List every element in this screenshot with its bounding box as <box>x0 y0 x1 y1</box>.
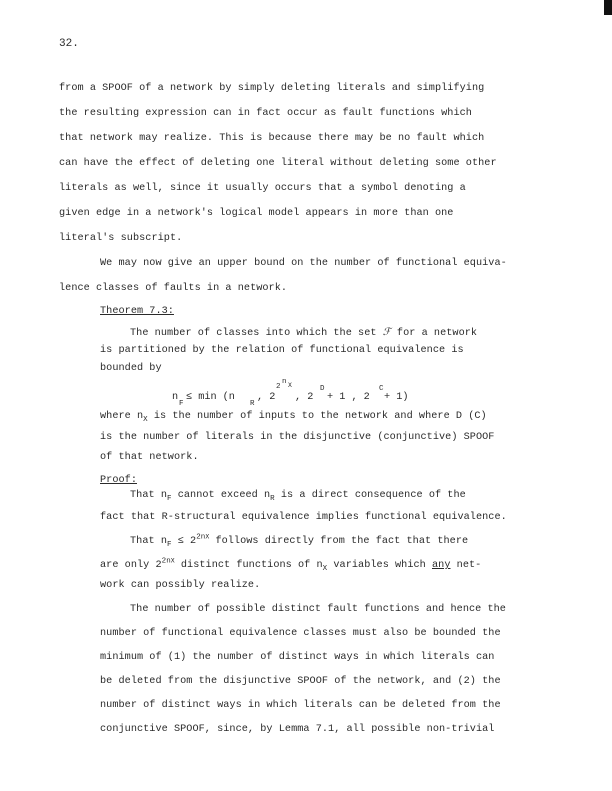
proof-line: are only $2^{2nX}$ distinct functions of $n_X$ variables which any net- <box>100 557 482 574</box>
proof-line: The number of possible distinct fault functions and hence the <box>130 604 506 615</box>
proof-heading: Proof: <box>100 475 137 486</box>
proof-line: minimum of (1) the number of distinct ways in which literals can <box>100 652 495 663</box>
text-line: literals as well, since it usually occurs that a symbol denoting a <box>59 183 466 194</box>
text-line: that network may realize. This is because there may be no fault which <box>59 133 485 144</box>
proof-line: number of distinct ways in which literals can be deleted from the <box>100 700 501 711</box>
proof-line: work can possibly realize. <box>100 580 261 591</box>
theorem-heading: Theorem 7.3: <box>100 306 174 317</box>
theorem-line: The number of classes into which the set ℱ for a network <box>130 327 478 339</box>
corner-mark <box>604 0 612 15</box>
proof-line: That $n_F \le 2^{2nX}$ follows directly from the fact that there <box>130 533 469 550</box>
theorem-line: is partitioned by the relation of functional equivalence is <box>100 345 464 356</box>
proof-line: be deleted from the disjunctive SPOOF of the network, and (2) the <box>100 676 501 687</box>
document-page: 32. from a SPOOF of a network by simply deleting literals and simplifying the resulting expression can in fact occur as fault functions which that network may realize. This is because there may be no fault which can have the effect of deleting one literal without deleting some other literals as well, since it usually occurs that a symbol denoting a given edge in a network's logical model appears in more than one literal's subscript. We may now give an upper bound on the number of functional equiva- lence classes of faults in a network. Theorem 7.3: The number of classes into which the set ℱ for a network is partitioned by the relation of functional equivalence is bounded by n F ≤ min (n R , 2 2 n X , 2 D + 1 , 2 C + 1) where $n_X$ is the number of inputs to the network and where D (C) is the number of literals in the disjunctive (conjunctive) SPOOF of that network. Proof: That $n_F$ cannot exceed $n_R$ is a direct consequence of the fact that R-structural equivalence implies functional equivalence. That $n_F \le 2^{2nX}$ follows directly from the fact that there are only $2^{2nX}$ distinct functions of $n_X$ variables which any net- work can possibly realize. The number of possible distinct fault functions and hence the number of functional equivalence classes must also be bounded the minimum of (1) the number of distinct ways in which literals can be deleted from the disjunctive SPOOF of the network, and (2) the number of distinct ways in which literals can be deleted from the conjunctive SPOOF, since, by Lemma 7.1, all possible non-trivial <box>0 0 612 791</box>
text-line: can have the effect of deleting one literal without deleting some other <box>59 158 497 169</box>
text-line: lence classes of faults in a network. <box>59 283 288 294</box>
where-line: is the number of literals in the disjunctive (conjunctive) SPOOF <box>100 432 495 443</box>
theorem-line: bounded by <box>100 363 162 374</box>
text-line: We may now give an upper bound on the number of functional equiva- <box>100 258 507 269</box>
text-line: from a SPOOF of a network by simply deleting literals and simplifying <box>59 83 485 94</box>
proof-line: number of functional equivalence classes must also be bounded the <box>100 628 501 639</box>
page-number: 32. <box>59 38 79 50</box>
text-line: literal's subscript. <box>59 233 183 244</box>
text-line: given edge in a network's logical model appears in more than one <box>59 208 454 219</box>
set-symbol: ℱ <box>382 327 391 338</box>
text-line: the resulting expression can in fact occur as fault functions which <box>59 108 472 119</box>
proof-line: conjunctive SPOOF, since, by Lemma 7.1, all possible non-trivial <box>100 724 495 735</box>
where-line: where $n_X$ is the number of inputs to the network and where D (C) <box>100 411 487 425</box>
proof-line: That $n_F$ cannot exceed $n_R$ is a direct consequence of the <box>130 490 466 504</box>
where-line: of that network. <box>100 452 199 463</box>
proof-line: fact that R-structural equivalence implies functional equivalence. <box>100 512 507 523</box>
